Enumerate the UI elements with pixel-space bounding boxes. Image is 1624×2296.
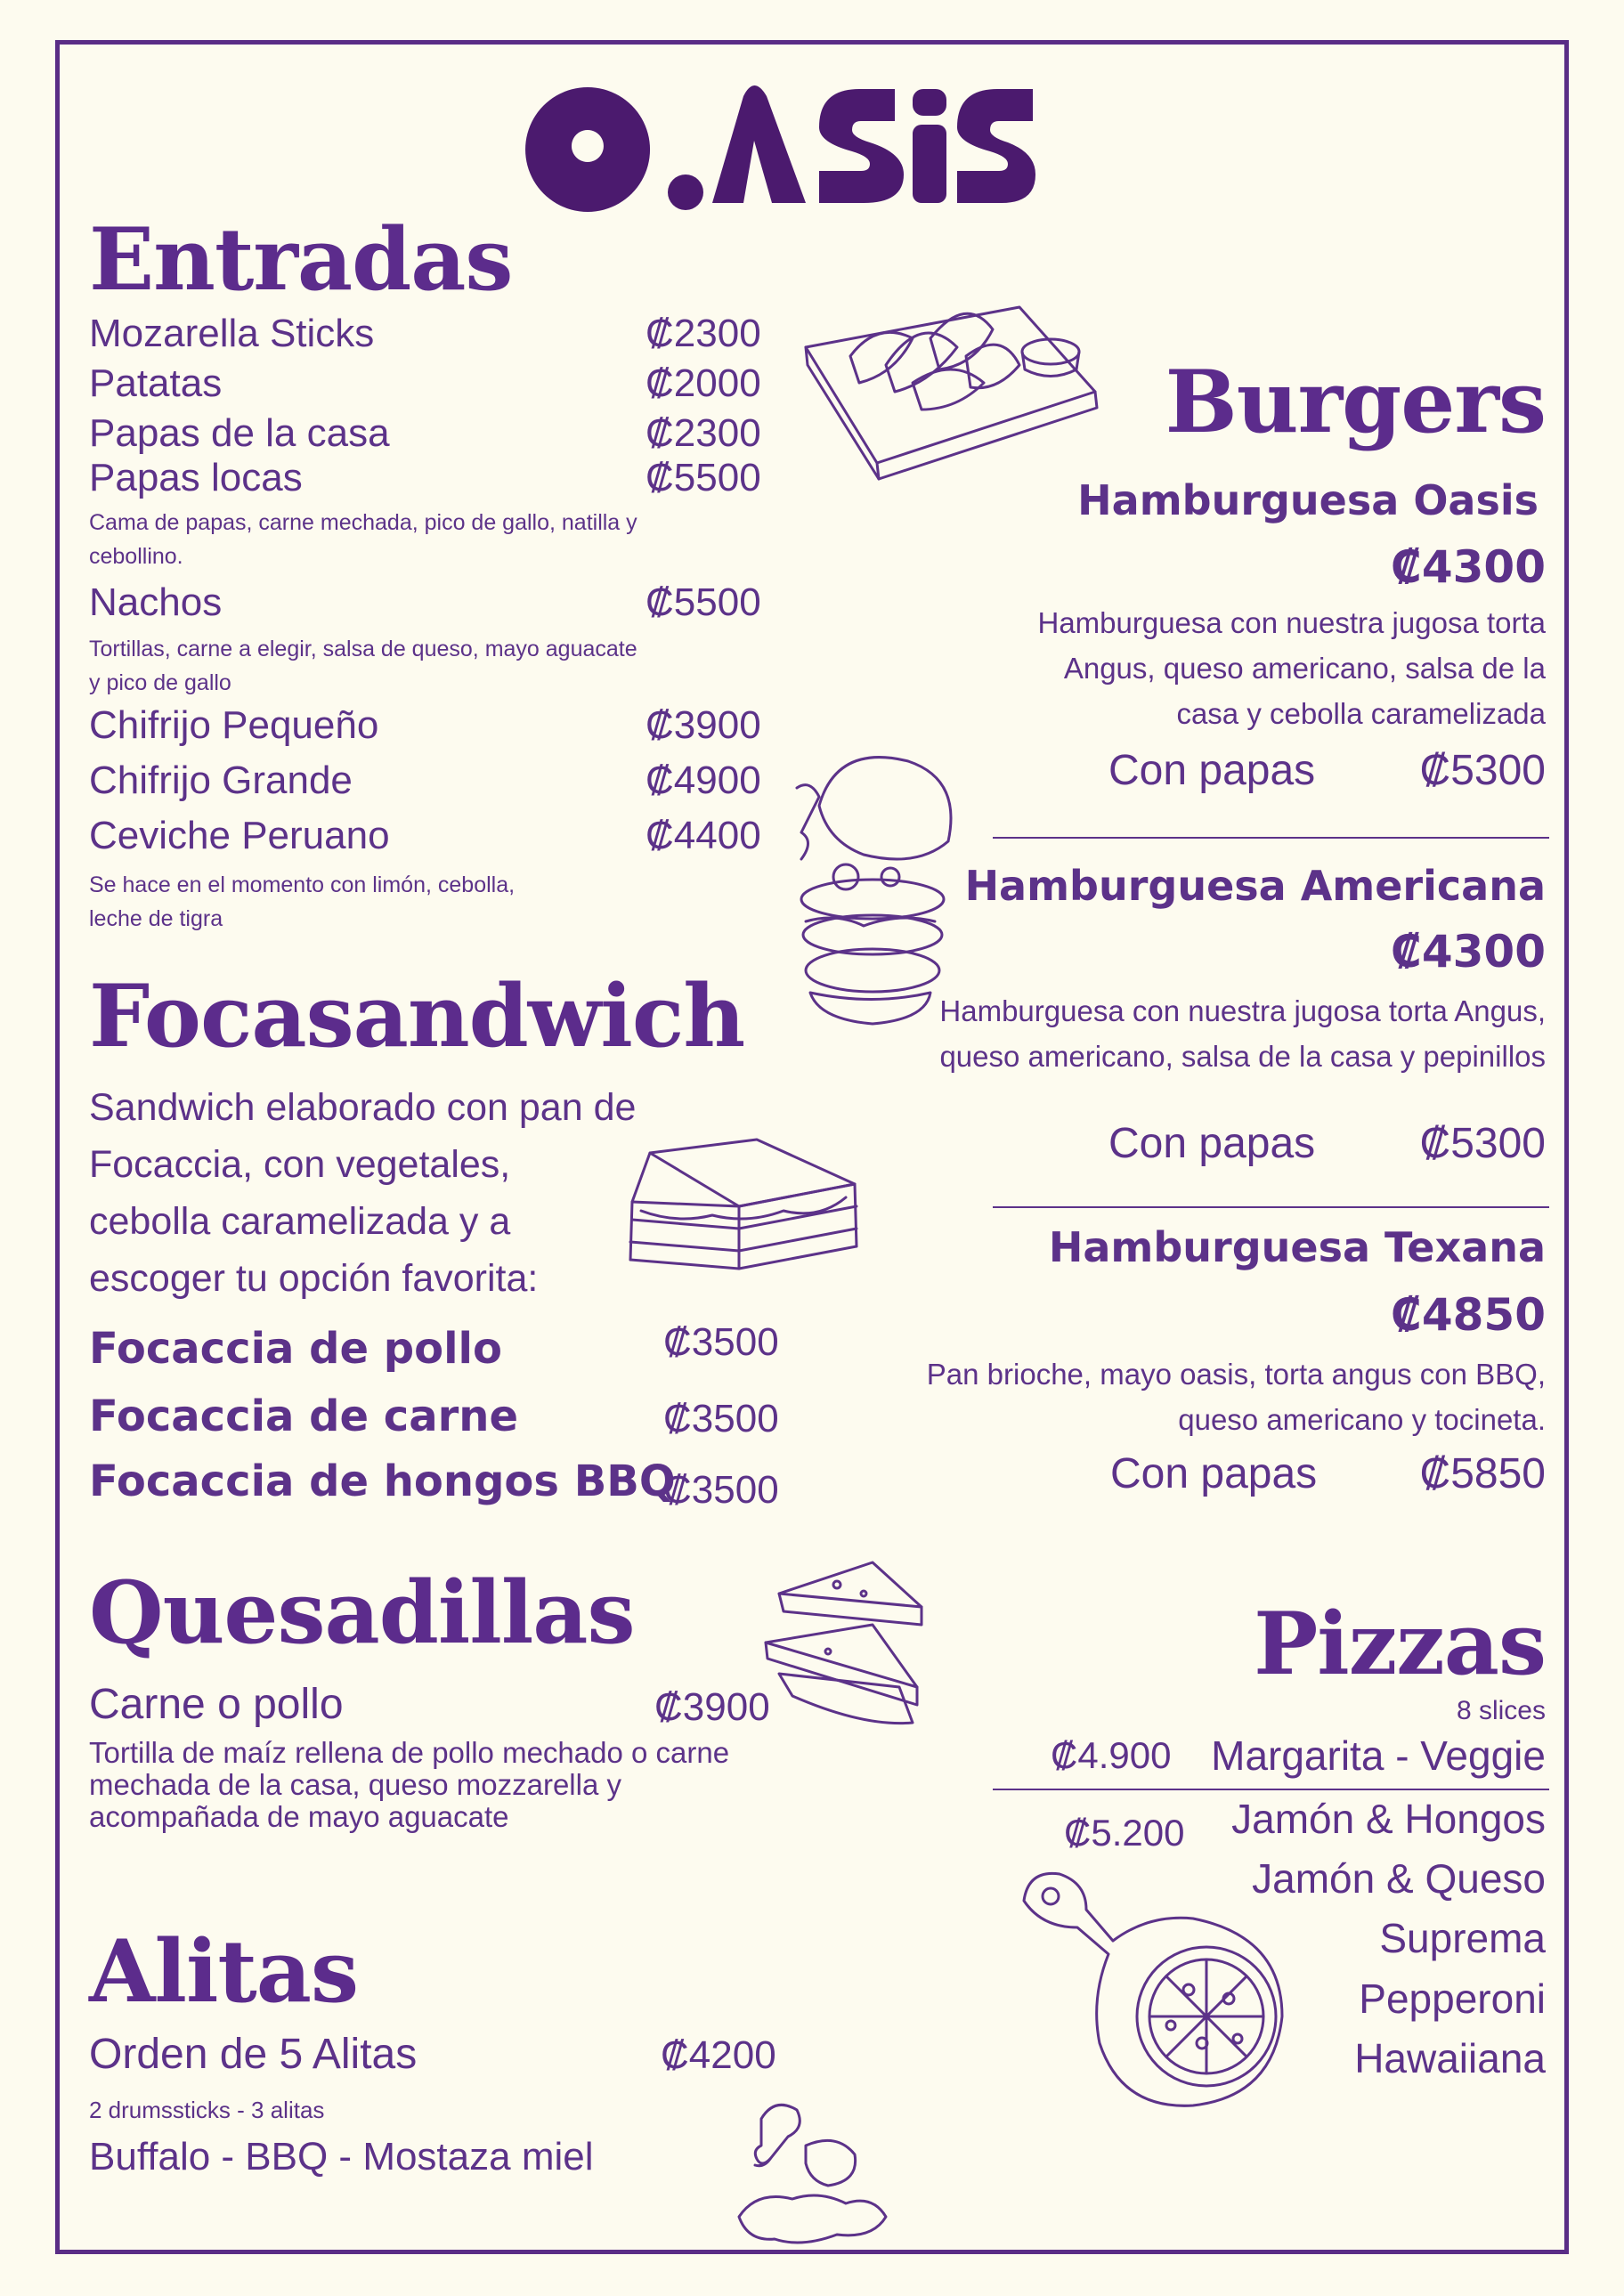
focaccia-item-name: Focaccia de hongos BBQ <box>89 1456 676 1506</box>
entrada-item-name: Mozarella Sticks <box>89 312 375 355</box>
pizza-item: Margarita - Veggie <box>1211 1732 1546 1779</box>
entrada-item-price: ₡5500 <box>646 580 761 624</box>
entrada-item-name: Chifrijo Pequeño <box>89 703 379 747</box>
entrada-item-name: Papas de la casa <box>89 411 390 455</box>
sandwich-illustration <box>623 1135 864 1273</box>
entrada-item-price: ₡4400 <box>646 814 761 857</box>
focaccia-item-name: Focaccia de pollo <box>89 1324 502 1374</box>
pizza-board-illustration <box>1015 1865 1309 2114</box>
burger-fries-label: Con papas <box>1108 1120 1316 1167</box>
pizza-size: 8 slices <box>1456 1696 1546 1725</box>
entrada-item-name: Papas locas <box>89 456 303 499</box>
quesadilla-desc: Tortilla de maíz rellena de pollo mechado o carne mechada de la casa, queso mozzarella y acompañada de mayo aguacate <box>89 1736 730 1833</box>
chicken-wings-illustration <box>721 2083 899 2252</box>
entrada-item-price: ₡3900 <box>646 703 761 747</box>
burger-fries-price: ₡5300 <box>1419 747 1546 794</box>
burgers-title: Burgers <box>1165 352 1546 452</box>
burger-name: Hamburguesa Texana <box>1048 1223 1546 1271</box>
pizza-item: Suprema <box>1379 1915 1546 1961</box>
burger-price: ₡4300 <box>1391 541 1546 593</box>
entrada-item-desc: Tortillas, carne a elegir, salsa de queso, mayo aguacate y pico de gallo <box>89 637 637 695</box>
entrada-item-name: Ceviche Peruano <box>89 814 390 857</box>
burger-desc: Hamburguesa con nuestra jugosa torta Angus, queso americano, salsa de la casa y cebolla caramelizada <box>1037 606 1546 730</box>
entrada-item-price: ₡5500 <box>646 456 761 499</box>
quesadilla-illustration <box>757 1554 935 1732</box>
burger-price: ₡4300 <box>1391 926 1546 978</box>
pizza-item: Jamón & Queso <box>1252 1855 1546 1902</box>
burger-name: Hamburguesa Oasis <box>1077 476 1539 524</box>
focasandwich-title: Focasandwich <box>89 966 745 1067</box>
burger-fries-price: ₡5300 <box>1419 1120 1546 1167</box>
alitas-note: 2 drumssticks - 3 alitas <box>89 2097 325 2123</box>
focaccia-item-price: ₡3500 <box>663 1468 779 1512</box>
burger-desc: Pan brioche, mayo oasis, torta angus con BBQ, queso americano y tocineta. <box>926 1358 1546 1436</box>
alitas-item-name: Orden de 5 Alitas <box>89 2031 418 2078</box>
alitas-item-price: ₡4200 <box>661 2033 776 2077</box>
quesadilla-item-price: ₡3900 <box>654 1685 770 1729</box>
burger-price: ₡4850 <box>1391 1289 1546 1341</box>
focasandwich-intro: Sandwich elaborado con pan de Focaccia, con vegetales, cebolla caramelizada y a escoger tu opción favorita: <box>89 1086 637 1300</box>
entrada-item-name: Nachos <box>89 580 223 624</box>
focaccia-item-name: Focaccia de carne <box>89 1391 518 1441</box>
quesadillas-title: Quesadillas <box>89 1562 635 1663</box>
focaccia-item-price: ₡3500 <box>663 1320 779 1364</box>
pizza-divider <box>993 1789 1549 1790</box>
pizza-item: Pepperoni <box>1359 1976 1546 2022</box>
burger-fries-price: ₡5850 <box>1419 1450 1546 1497</box>
entrada-item-price: ₡2000 <box>646 361 761 405</box>
entrada-item-name: Chifrijo Grande <box>89 759 353 802</box>
burger-desc: Hamburguesa con nuestra jugosa torta Angus, queso americano, salsa de la casa y pepinillos <box>939 994 1546 1073</box>
pizza-tier1-price: ₡4.900 <box>1051 1734 1172 1776</box>
entrada-item-name: Patatas <box>89 361 223 405</box>
entrada-item-price: ₡4900 <box>646 759 761 802</box>
focaccia-item-price: ₡3500 <box>663 1397 779 1440</box>
burger-fries-label: Con papas <box>1110 1450 1318 1497</box>
quesadilla-item-name: Carne o pollo <box>89 1681 344 1728</box>
burger-name: Hamburguesa Americana <box>964 862 1546 910</box>
pizza-item: Jamón & Hongos <box>1231 1796 1546 1842</box>
oasis-logo <box>521 78 1035 214</box>
burger-illustration <box>784 743 970 1028</box>
burger-divider <box>993 837 1549 839</box>
burger-fries-label: Con papas <box>1108 747 1316 794</box>
pizza-tier2-price: ₡5.200 <box>1064 1812 1185 1854</box>
entrada-item-price: ₡2300 <box>646 312 761 355</box>
alitas-flavors: Buffalo - BBQ - Mostaza miel <box>89 2135 594 2178</box>
pizzas-title: Pizzas <box>1254 1594 1546 1694</box>
entrada-item-desc: Cama de papas, carne mechada, pico de gallo, natilla y cebollino. <box>89 510 637 569</box>
fries-board-illustration <box>797 285 1193 481</box>
alitas-title: Alitas <box>89 1921 359 2022</box>
burger-divider <box>993 1206 1549 1208</box>
pizza-item: Hawaiiana <box>1354 2035 1546 2081</box>
entrada-item-price: ₡2300 <box>646 411 761 455</box>
entradas-title: Entradas <box>89 209 513 310</box>
entrada-item-desc: Se hace en el momento con limón, cebolla, leche de tigra <box>89 872 516 931</box>
